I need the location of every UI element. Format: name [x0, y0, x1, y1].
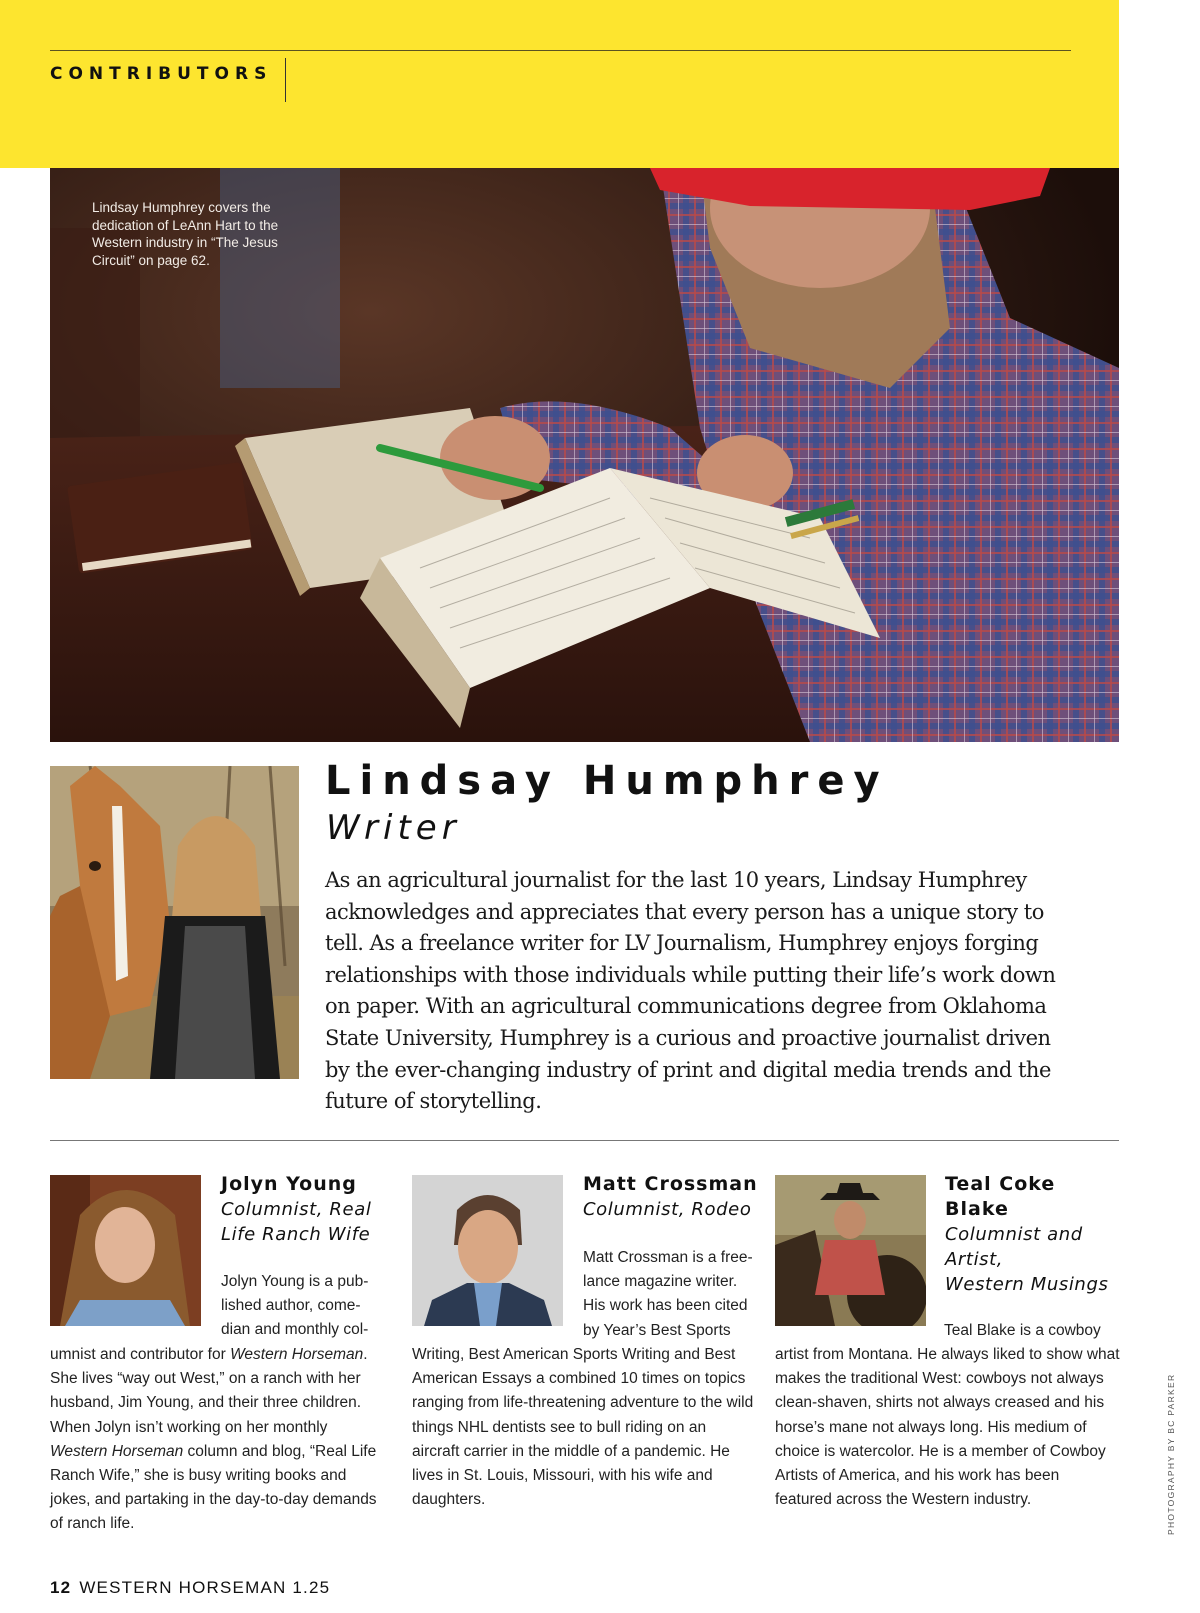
contributor-bio-teal: artist from Montana. He always liked to show what makes the traditional West: cowboys not always clean-shaven, shirts not always creased and his horse’s mane not always long. His medium of choice is watercolor. He is a member of Cowboy Artists of America, and his work has been featured across the Western industry. — [775, 1346, 1120, 1509]
contributor-role-jolyn-1: Columnist, Real — [221, 1199, 372, 1220]
section-divider — [285, 58, 286, 102]
contributor-bio-matt-wrap — [583, 1246, 753, 1343]
contributor-name-jolyn: Jolyn Young — [221, 1173, 357, 1195]
bio-line: lished author, come- — [221, 1297, 361, 1315]
header-band — [0, 0, 1119, 168]
contributor-role-teal-2: Artist, — [945, 1249, 1004, 1270]
bio-line: dian and monthly col- — [221, 1321, 369, 1339]
contributor-role-teal-3: Western Musings — [945, 1274, 1109, 1295]
page-number: 12 — [50, 1578, 72, 1597]
matt-portrait-illustration — [412, 1175, 563, 1326]
page-footer — [50, 1578, 330, 1598]
contributor-portrait-matt — [412, 1175, 563, 1326]
teal-portrait-illustration — [775, 1175, 926, 1326]
feature-name: Lindsay Humphrey — [325, 758, 889, 804]
bio-line: Jolyn Young is a pub- — [221, 1273, 369, 1290]
bio-line: Matt Crossman is a free- — [583, 1249, 753, 1266]
contributor-name-teal-1: Teal Coke — [945, 1173, 1056, 1195]
contributor-name-teal-2: Blake — [945, 1198, 1009, 1220]
section-rule — [50, 1140, 1119, 1141]
bio-line: Teal Blake is a cowboy — [944, 1322, 1101, 1339]
bio-text: . She lives “way out West,” on a ranch with her husband, Jim Young, and their three children. When Jolyn isn’t working on her monthly — [50, 1346, 368, 1436]
publication-name: Western Horseman — [50, 1442, 184, 1460]
contributor-portrait-teal — [775, 1175, 926, 1326]
bio-text: umnist and contributor for — [50, 1346, 231, 1363]
contributor-bio-jolyn-wrap — [221, 1270, 381, 1343]
bio-line: lance magazine writer. — [583, 1273, 738, 1291]
contributor-role-jolyn-2: Life Ranch Wife — [221, 1224, 371, 1245]
jolyn-portrait-illustration — [50, 1175, 201, 1326]
header-rule — [50, 50, 1071, 51]
contributor-role-teal-1: Columnist and — [945, 1224, 1083, 1245]
publication-issue: WESTERN HORSEMAN 1.25 — [79, 1578, 331, 1597]
feature-portrait — [50, 766, 299, 1079]
contributor-bio-teal-wrap — [944, 1319, 1114, 1343]
contributor-bio-matt: Writing, Best American Sports Writing and Best American Essays a combined 10 times on topics ranging from life-threatening adventure to the wild things NHL dentists see to bull riding on an aircraft carrier in the middle of a pandemic. He lives in St. Louis, Missouri, with his wife and daughters. — [412, 1346, 754, 1509]
feature-bio: As an agricultural journalist for the last 10 years, Lindsay Humphrey acknowledges and appreciates that every person has a unique story to tell. As a freelance writer for LV Journalism, Humphrey enjoys forging relationships with those individuals while putting their life’s work down on paper. With an agricultural communications degree from Oklahoma State University, Humphrey is a curious and proactive journalist driven by the ever-changing industry of print and digital media trends and the future of storytelling. — [325, 868, 1056, 1114]
feature-portrait-illustration — [50, 766, 299, 1079]
hero-caption: Lindsay Humphrey covers the dedication of LeAnn Hart to the Western industry in “The Jesus Circuit” on page 62. — [92, 200, 279, 268]
contributor-bio-jolyn — [50, 1343, 385, 1537]
contributor-name-matt: Matt Crossman — [583, 1173, 758, 1195]
photo-credit: PHOTOGRAPHY BY BC PARKER — [1166, 1373, 1176, 1535]
contributor-portrait-jolyn — [50, 1175, 201, 1326]
bio-line: His work has been cited — [583, 1297, 748, 1315]
bio-line: by Year’s Best Sports — [583, 1321, 731, 1339]
publication-name: Western Horseman — [230, 1346, 364, 1363]
feature-role: Writer — [326, 808, 461, 848]
section-label: CONTRIBUTORS — [50, 64, 273, 84]
contributor-role-matt: Columnist, Rodeo — [583, 1199, 752, 1220]
bio-text: column and blog, “Real Life Ranch Wife,” she is busy writing books and jokes, and partaking in the day-to-day demands of ranch life. — [50, 1442, 377, 1533]
